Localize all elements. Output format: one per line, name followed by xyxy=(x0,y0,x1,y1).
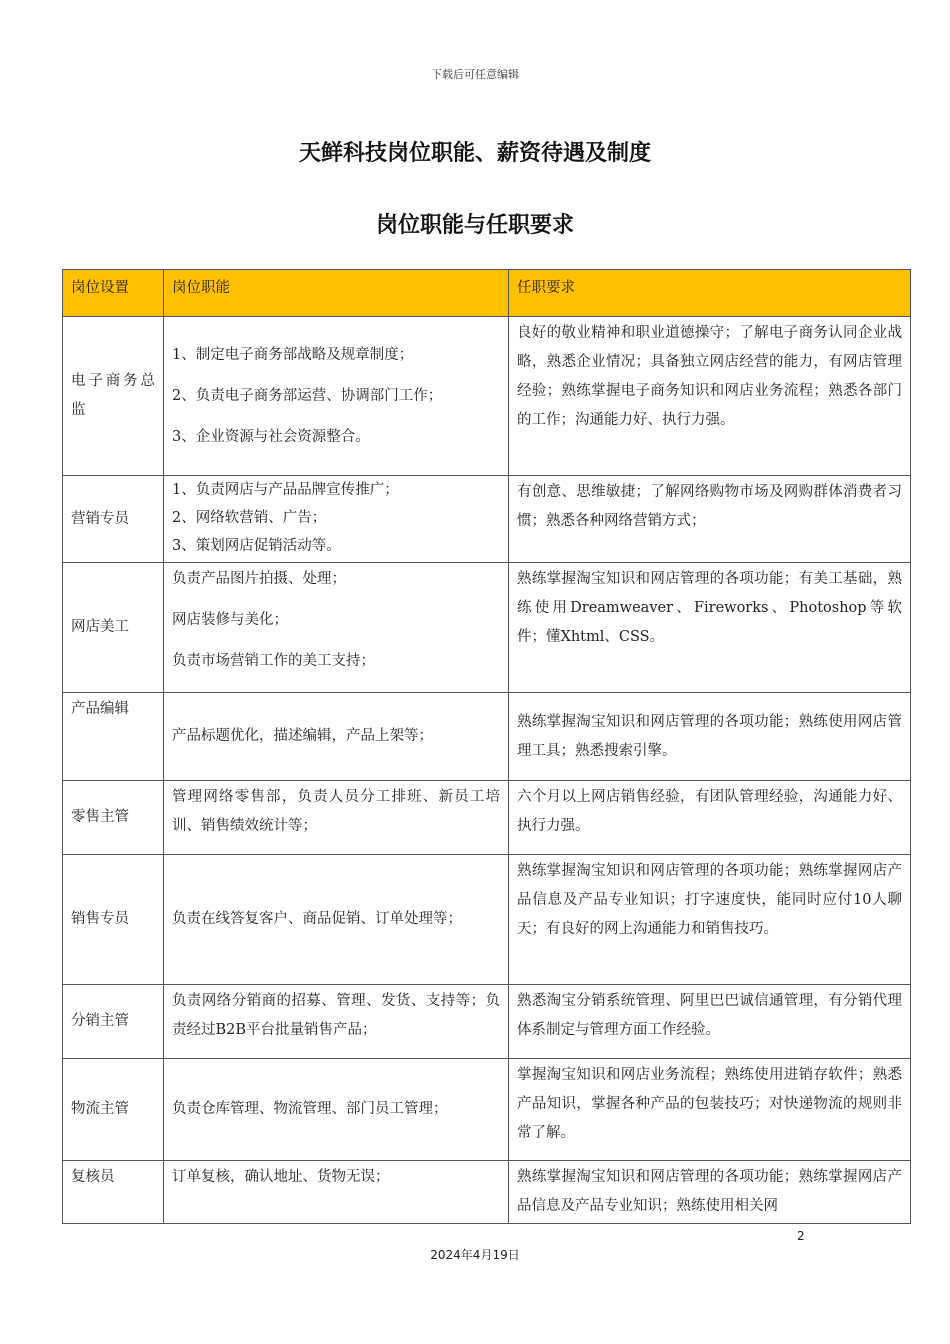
requirements-cell: 熟练掌握淘宝知识和网店管理的各项功能；有美工基础，熟练使用Dreamweaver、Fireworks、Photoshop等软件；懂Xhtml、CSS。 xyxy=(509,563,911,693)
duty-item: 网店装修与美化； xyxy=(172,612,288,628)
duties-cell xyxy=(164,476,509,563)
table-row xyxy=(63,476,911,563)
requirements-cell: 熟练掌握淘宝知识和网店管理的各项功能；熟练掌握网店产品信息及产品专业知识；熟练使用相关网 xyxy=(509,1161,911,1224)
role-cell: 网店美工 xyxy=(63,563,164,693)
requirements-cell: 熟悉淘宝分销系统管理、阿里巴巴诚信通管理，有分销代理体系制定与管理方面工作经验。 xyxy=(509,985,911,1059)
table-row xyxy=(63,781,911,855)
requirements-cell: 掌握淘宝知识和网店业务流程；熟练使用进销存软件；熟悉产品知识，掌握各种产品的包装技巧；对快递物流的规则非常了解。 xyxy=(509,1059,911,1161)
table-row xyxy=(63,693,911,781)
role-cell: 销售专员 xyxy=(63,855,164,985)
duties-cell: 负责网络分销商的招募、管理、发货、支持等；负责经过B2B平台批量销售产品； xyxy=(164,985,509,1059)
duty-item: 负责市场营销工作的美工支持； xyxy=(172,653,375,669)
duty-item: 2、网络软营销、广告； xyxy=(172,510,327,526)
duty-item: 1、负责网店与产品品牌宣传推广； xyxy=(172,482,399,498)
requirements-cell: 良好的敬业精神和职业道德操守；了解电子商务认同企业战略，熟悉企业情况；具备独立网店经营的能力，有网店管理经验；熟练掌握电子商务知识和网店业务流程；熟悉各部门的工作；沟通能力好、执行力强。 xyxy=(509,317,911,476)
requirements-cell: 熟练掌握淘宝知识和网店管理的各项功能；熟练使用网店管理工具；熟悉搜索引擎。 xyxy=(509,693,911,781)
duties-cell: 负责仓库管理、物流管理、部门员工管理； xyxy=(164,1059,509,1161)
footer-date: 2024年4月19日 xyxy=(430,1248,520,1262)
role-cell: 电子商务总监 xyxy=(63,317,164,476)
table-row xyxy=(63,855,911,985)
duty-item: 3、策划网店促销活动等。 xyxy=(172,538,341,554)
page-title: 天鲜科技岗位职能、薪资待遇及制度 xyxy=(298,141,651,166)
section-title: 岗位职能与任职要求 xyxy=(375,213,574,238)
role-cell: 产品编辑 xyxy=(63,693,164,781)
table-row xyxy=(63,563,911,693)
role-cell: 零售主管 xyxy=(63,781,164,855)
role-cell: 营销专员 xyxy=(63,476,164,563)
column-header-duties: 岗位职能 xyxy=(164,270,509,317)
duty-item: 2、负责电子商务部运营、协调部门工作； xyxy=(172,387,443,404)
duties-cell xyxy=(164,563,509,693)
role-cell: 物流主管 xyxy=(63,1059,164,1161)
duty-item: 负责产品图片拍摄、处理； xyxy=(172,571,346,587)
requirements-cell: 熟练掌握淘宝知识和网店管理的各项功能；熟练掌握网店产品信息及产品专业知识；打字速度快，能同时应付10人聊天；有良好的网上沟通能力和销售技巧。 xyxy=(509,855,911,985)
duty-item: 1、制定电子商务部战略及规章制度； xyxy=(172,346,414,363)
header-note: 下载后可任意编辑 xyxy=(431,68,519,81)
role-cell: 复核员 xyxy=(63,1161,164,1224)
duties-cell: 订单复核，确认地址、货物无误； xyxy=(164,1161,509,1224)
table-row xyxy=(63,985,911,1059)
duties-cell: 管理网络零售部，负责人员分工排班、新员工培训、销售绩效统计等； xyxy=(164,781,509,855)
requirements-cell: 六个月以上网店销售经验，有团队管理经验，沟通能力好、执行力强。 xyxy=(509,781,911,855)
table-row xyxy=(63,1161,911,1224)
page-number: 2 xyxy=(797,1229,805,1243)
table-row xyxy=(63,317,911,476)
duty-item: 产品标题优化，描述编辑，产品上架等； xyxy=(172,728,433,744)
duties-cell: 负责在线答复客户、商品促销、订单处理等； xyxy=(164,855,509,985)
job-table xyxy=(62,269,911,1224)
column-header-requirements: 任职要求 xyxy=(509,270,911,317)
requirements-cell: 有创意、思维敏捷；了解网络购物市场及网购群体消费者习惯；熟悉各种网络营销方式； xyxy=(509,476,911,563)
role-cell: 分销主管 xyxy=(63,985,164,1059)
duties-cell xyxy=(164,317,509,476)
column-header-role: 岗位设置 xyxy=(63,270,164,317)
duty-item: 3、企业资源与社会资源整合。 xyxy=(172,428,370,445)
table-header-row xyxy=(63,270,911,317)
duties-cell xyxy=(164,693,509,781)
table-row xyxy=(63,1059,911,1161)
